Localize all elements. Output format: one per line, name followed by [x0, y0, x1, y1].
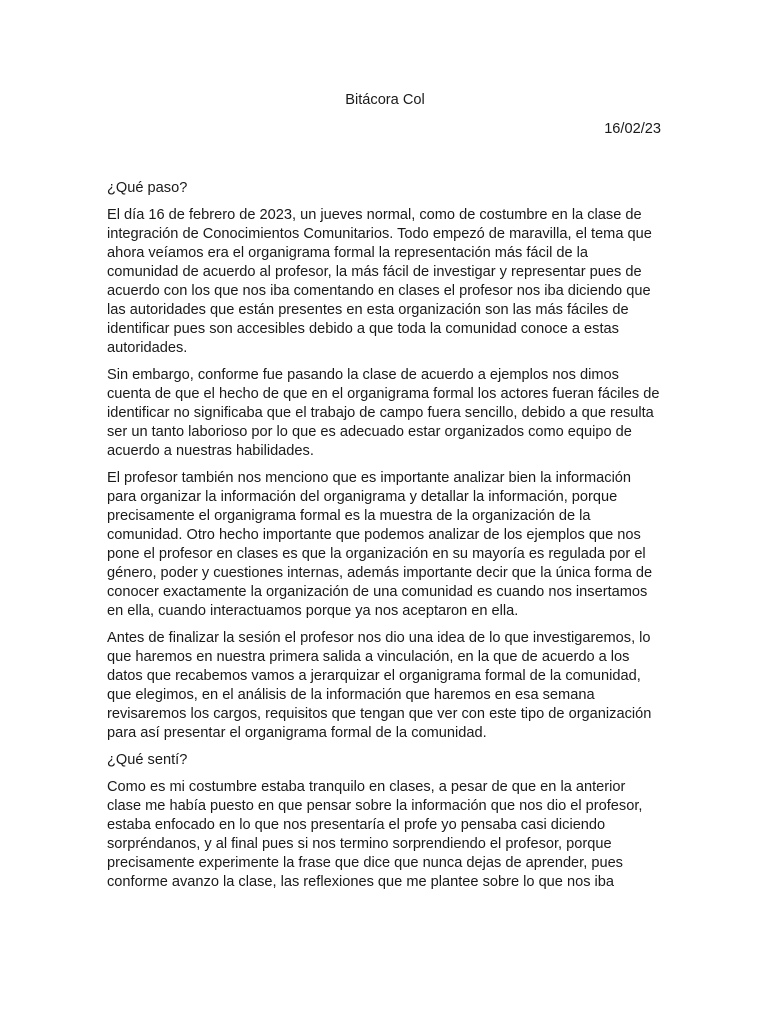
document-title: Bitácora Col: [345, 92, 425, 108]
section-heading: ¿Qué sentí?: [107, 752, 188, 768]
paragraph: El día 16 de febrero de 2023, un jueves normal, como de costumbre en la clase de integración de Conocimientos Comunitarios. Todo empezó de maravilla, el tema que ahora veíamos era el organigrama formal la representación más fácil de la comunidad de acuerdo al profesor, la más fácil de investigar y representar pues de acuerdo con los que nos iba comentando en clases el profesor nos iba diciendo que las autoridades que están presentes en esta organización son las más fáciles de identificar pues son accesibles debido a que toda la comunidad conoce a estas autoridades.: [107, 207, 652, 356]
paragraph: El profesor también nos menciono que es importante analizar bien la información para organizar la información del organigrama y detallar la información, porque precisamente el organigrama formal es la muestra de la organización de la comunidad. Otro hecho importante que podemos analizar de los ejemplos que nos pone el profesor en clases es que la organización en su mayoría es regulada por el género, poder y cuestiones internas, además importante decir que la única forma de conocer exactamente la organización de una comunidad es cuando nos insertamos en ella, cuando interactuamos porque ya nos aceptaron en ella.: [107, 470, 653, 619]
section-que-senti: [107, 751, 663, 892]
paragraph: Antes de finalizar la sesión el profesor nos dio una idea de lo que investigaremos, lo que haremos en nuestra primera salida a vinculación, en la que de acuerdo a los datos que recabemos vamos a jerarquizar el organigrama formal de la comunidad, que elegimos, en el análisis de la información que haremos en esa semana revisaremos los cargos, requisitos que tengan que ver con este tipo de organización para así presentar el organigrama formal de la comunidad.: [107, 630, 652, 741]
document-body: [107, 90, 663, 892]
section-heading: ¿Qué paso?: [107, 180, 188, 196]
paragraph: Como es mi costumbre estaba tranquilo en clases, a pesar de que en la anterior clase me había puesto en que pensar sobre la información que nos dio el profesor, estaba enfocado en lo que nos presentaría el profe yo pensaba casi diciendo sorpréndanos, y al final pues si nos termino sorprendiendo el profesor, porque precisamente experimente la frase que dice que nunca dejas de aprender, pues conforme avanzo la clase, las reflexiones que me plantee sobre lo que nos iba: [107, 779, 643, 890]
section-que-paso: [107, 179, 663, 751]
document-date: 16/02/23: [604, 121, 661, 137]
paragraph: Sin embargo, conforme fue pasando la clase de acuerdo a ejemplos nos dimos cuenta de que el hecho de que en el organigrama formal los actores fueran fáciles de identificar no significaba que el trabajo de campo fuera sencillo, debido a que resulta ser un tanto laborioso por lo que es adecuado estar organizados como equipo de acuerdo a nuestras habilidades.: [107, 367, 660, 459]
